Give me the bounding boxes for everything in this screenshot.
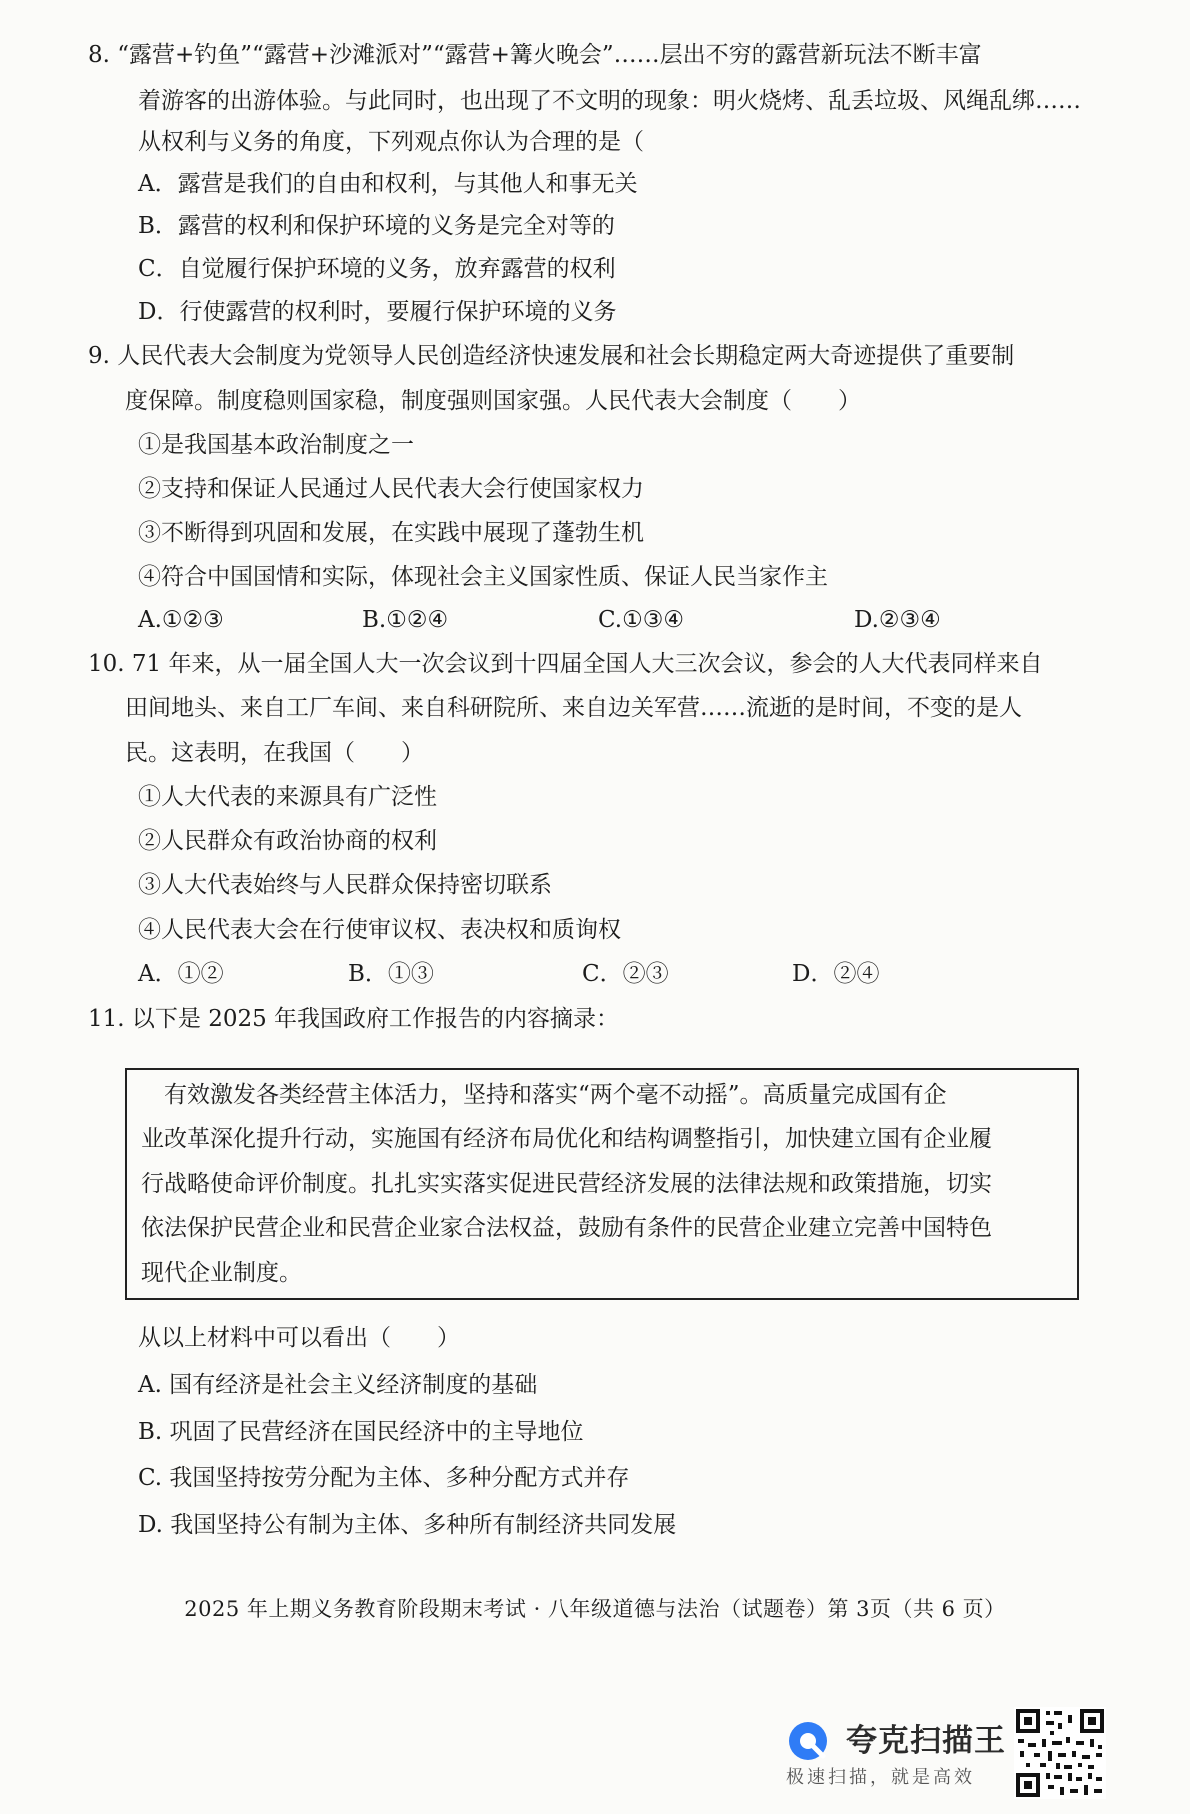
q11-option-a: A. 国有经济是社会主义经济制度的基础: [138, 1372, 538, 1398]
q11-material-line-5: 现代企业制度。: [141, 1260, 302, 1286]
q11-option-c: C. 我国坚持按劳分配为主体、多种分配方式并存: [138, 1465, 630, 1491]
scanner-watermark: [786, 1715, 1006, 1795]
quark-logo-icon: [786, 1719, 830, 1769]
q9-option-a: A.①②③: [138, 607, 224, 633]
q11-stem: 11. 以下是 2025 年我国政府工作报告的内容摘录：: [88, 1006, 620, 1032]
qr-code-icon[interactable]: [1014, 1707, 1106, 1799]
q10-option-b: B．①③: [348, 961, 434, 987]
q11-material-line-2: 业改革深化提升行动，实施国有经济布局优化和结构调整指引，加快建立国有企业履: [141, 1126, 992, 1152]
q10-stem-line-3: 民。这表明，在我国（ ）: [125, 740, 424, 766]
q11-option-d: D. 我国坚持公有制为主体、多种所有制经济共同发展: [138, 1512, 677, 1538]
q9-statement-4: ④符合中国国情和实际，体现社会主义国家性质、保证人民当家作主: [138, 564, 828, 590]
q9-statement-2: ②支持和保证人民通过人民代表大会行使国家权力: [138, 476, 644, 502]
q9-statement-1: ①是我国基本政治制度之一: [138, 432, 414, 458]
q10-statement-2: ②人民群众有政治协商的权利: [138, 828, 437, 854]
q8-option-a: A．露营是我们的自由和权利，与其他人和事无关: [138, 171, 638, 197]
q10-statement-3: ③人大代表始终与人民群众保持密切联系: [138, 872, 552, 898]
q11-question: 从以上材料中可以看出（ ）: [138, 1325, 460, 1351]
q9-stem-line-1: 9. 人民代表大会制度为党领导人民创造经济快速发展和社会长期稳定两大奇迹提供了重要制: [88, 343, 1015, 369]
page-footer: 2025 年上期义务教育阶段期末考试 · 八年级道德与法治（试题卷）第 3页（共 6 页）: [184, 1597, 1006, 1621]
q10-statement-1: ①人大代表的来源具有广泛性: [138, 784, 437, 810]
q8-stem-line-2: 着游客的出游体验。与此同时，也出现了不文明的现象：明火烧烤、乱丢垃圾、风绳乱绑……: [138, 88, 1081, 114]
q10-option-a: A．①②: [138, 961, 224, 987]
q11-option-b: B. 巩固了民营经济在国民经济中的主导地位: [138, 1419, 584, 1445]
brand-name: 夸克扫描王: [846, 1723, 1006, 1759]
q9-option-d: D.②③④: [854, 607, 941, 633]
q11-material-line-1: 有效激发各类经营主体活力，坚持和落实“两个毫不动摇”。高质量完成国有企: [141, 1082, 947, 1108]
brand-slogan: 极速扫描，就是高效: [786, 1767, 975, 1788]
q10-option-d: D．②④: [792, 961, 880, 987]
q10-statement-4: ④人民代表大会在行使审议权、表决权和质询权: [138, 917, 621, 943]
q11-material-box: [125, 1068, 1079, 1300]
q8-option-c: C．自觉履行保护环境的义务，放弃露营的权利: [138, 256, 616, 282]
q10-stem-line-2: 田间地头、来自工厂车间、来自科研院所、来自边关军营……流逝的是时间，不变的是人: [125, 695, 1022, 721]
q8-stem-line-1: 8. “露营+钓鱼”“露营+沙滩派对”“露营+篝火晚会”……层出不穷的露营新玩法不断丰富: [88, 42, 982, 68]
q10-option-c: C．②③: [582, 961, 669, 987]
q8-option-b: B．露营的权利和保护环境的义务是完全对等的: [138, 213, 615, 239]
q11-material-line-3: 行战略使命评价制度。扎扎实实落实促进民营经济发展的法律法规和政策措施，切实: [141, 1171, 992, 1197]
q10-stem-line-1: 10. 71 年来，从一届全国人大一次会议到十四届全国人大三次会议，参会的人大代表同样来自: [88, 651, 1043, 677]
q9-statement-3: ③不断得到巩固和发展，在实践中展现了蓬勃生机: [138, 520, 644, 546]
q11-material-line-4: 依法保护民营企业和民营企业家合法权益，鼓励有条件的民营企业建立完善中国特色: [141, 1215, 992, 1241]
q8-option-d: D．行使露营的权利时，要履行保护环境的义务: [138, 299, 617, 325]
q9-option-c: C.①③④: [598, 607, 684, 633]
q9-stem-line-2: 度保障。制度稳则国家稳，制度强则国家强。人民代表大会制度（ ）: [125, 388, 861, 414]
q8-stem-line-3: 从权利与义务的角度，下列观点你认为合理的是（: [138, 129, 644, 155]
q9-option-b: B.①②④: [362, 607, 449, 633]
